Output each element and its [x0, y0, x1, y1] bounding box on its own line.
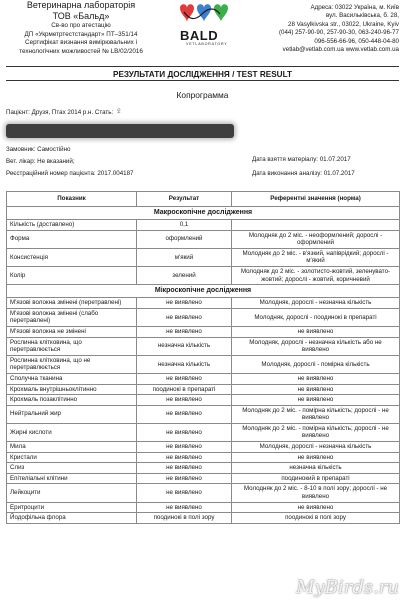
reference-cell: не виявлено — [232, 384, 400, 395]
indicator-cell: М'язові волокна не змінені — [7, 326, 137, 337]
result-cell: зелений — [137, 266, 232, 284]
indicator-cell: Мила — [7, 442, 137, 453]
table-row — [7, 326, 400, 337]
result-cell: не виявлено — [137, 502, 232, 513]
reference-cell: Молодняк, дорослі - незначна кількість — [232, 442, 400, 453]
contact-email: vetlab@vetlab.com.ua www.vetlab.com.ua — [282, 46, 399, 54]
lab-name: Ветеринарна лабораторія — [26, 0, 136, 10]
reference-cell: Молодняк до 2 міс. - помірна кількість; дорослі - не виявлено — [232, 405, 400, 423]
result-cell: не виявлено — [137, 373, 232, 384]
phone-line: 096-556-66-96, 050-448-04-80 — [314, 37, 399, 45]
reference-cell: не виявлено — [232, 373, 400, 384]
result-cell: не виявлено — [137, 326, 232, 337]
result-cell: не виявлено — [137, 484, 232, 502]
address-line: вул. Васильківська, б. 28, — [325, 12, 399, 20]
lab-cert-line: Св-во про атестацію — [51, 22, 111, 29]
section-row — [7, 285, 400, 298]
result-cell: незначна кількість — [137, 337, 232, 355]
indicator-cell: Крохмаль позаклітинно — [7, 395, 137, 406]
analysis-date: Дата виконання аналізу: 01.07.2017 — [252, 170, 355, 177]
indicator-cell: Слиз — [7, 463, 137, 474]
table-row — [7, 248, 400, 266]
result-cell: не виявлено — [137, 308, 232, 326]
redacted-block — [6, 124, 234, 138]
reference-cell: не виявлено — [232, 395, 400, 406]
indicator-cell: Рослинна клітковина, що не перетравлюється — [7, 355, 137, 373]
indicator-cell: М'язові волокна змінені (перетравлені) — [7, 298, 137, 309]
result-cell: не виявлено — [137, 405, 232, 423]
header-cell: Показник — [7, 192, 137, 207]
table-row — [7, 502, 400, 513]
reference-cell: незначна кількість — [232, 463, 400, 474]
table-row — [7, 308, 400, 326]
lab-info-right — [249, 4, 399, 54]
result-title: РЕЗУЛЬТАТИ ДОСЛІДЖЕННЯ / TEST RESULT — [113, 70, 292, 79]
result-cell: 0,1 — [137, 220, 232, 231]
table-row — [7, 337, 400, 355]
reference-cell: Молодняк до 2 міс. - помірна кількість; дорослі - не виявлено — [232, 423, 400, 441]
result-cell: не виявлено — [137, 298, 232, 309]
watermark: MyBirds.ru — [296, 577, 399, 598]
table-header-row — [7, 192, 400, 207]
indicator-cell: Форма — [7, 230, 137, 248]
patient-line — [6, 106, 122, 117]
registry-number: Реєстраційний номер пацієнта: 2017.004187 — [6, 170, 134, 177]
reference-cell: поодинокі в полі зору — [232, 513, 400, 524]
lab-cert-line: технологічних можливостей № LB/02/2016 — [19, 47, 143, 55]
sample-date: Дата взяття матеріалу: 01.07.2017 — [252, 156, 351, 163]
reference-cell: Молодняк до 2 міс. - 8-10 в полі зору; дорослі - не виявлено — [232, 484, 400, 502]
reference-cell: не виявлено — [232, 502, 400, 513]
table-row — [7, 442, 400, 453]
section-row — [7, 207, 400, 220]
reference-cell: Молодняк, дорослі - поодинокі в препараті — [232, 308, 400, 326]
table-row — [7, 423, 400, 441]
indicator-cell: Епітеліальні клітини — [7, 473, 137, 484]
section-title: Мікроскопічне дослідження — [7, 285, 400, 298]
reference-cell: не виявлено — [232, 452, 400, 463]
table-row — [7, 395, 400, 406]
table-row — [7, 298, 400, 309]
lab-cert-line: Сертифікат визнання вимірювальних і — [25, 39, 137, 47]
result-cell: не виявлено — [137, 395, 232, 406]
indicator-cell: Еритроцити — [7, 502, 137, 513]
result-cell: не виявлено — [137, 473, 232, 484]
vet-doctor: Вет. лікар: Не вказаний; — [6, 158, 75, 165]
sex-icon: ♀ — [114, 106, 123, 117]
customer: Замовник: Самостійно — [6, 146, 71, 153]
table-row — [7, 452, 400, 463]
bald-logo — [172, 0, 242, 48]
result-cell: не виявлено — [137, 442, 232, 453]
result-cell: поодинокі в полі зору — [137, 513, 232, 524]
table-row — [7, 405, 400, 423]
indicator-cell: Крохмаль внутрішньоклітинно — [7, 384, 137, 395]
reference-cell: Молодняк до 2 міс. - золотисто-жовтий, зеленувато-жовтий; дорослі - жовтий, коричневий — [232, 266, 400, 284]
lab-cert-line: ДП «Укрметртестстандарт» ПТ–351/14 — [24, 30, 138, 38]
indicator-cell: Лейкоцити — [7, 484, 137, 502]
table-row — [7, 484, 400, 502]
table-row — [7, 373, 400, 384]
indicator-cell: Сполучна тканина — [7, 373, 137, 384]
section-title: Макроскопічне дослідження — [7, 207, 400, 220]
table-row — [7, 384, 400, 395]
logo-hearts-icon — [172, 0, 242, 30]
patient-info: Пацієнт: Друзя, Птах 2014 р.н. Стать: — [6, 109, 114, 116]
indicator-cell: Нейтральний жир — [7, 405, 137, 423]
indicator-cell: Кристали — [7, 452, 137, 463]
table-row — [7, 266, 400, 284]
indicator-cell: Жирні кислоти — [7, 423, 137, 441]
reference-cell: Молодняк, дорослі - незначна кількість — [232, 298, 400, 309]
address-line: 28 Vasylkivska str., 03022, Ukraine, Kyiv — [288, 20, 399, 28]
header-cell: Референтні значення (норма) — [232, 192, 400, 207]
table-row — [7, 355, 400, 373]
indicator-cell: Колір — [7, 266, 137, 284]
lab-info-left — [6, 0, 156, 56]
phone-line: (044) 257-90-90, 257-90-30, 063-240-96-77 — [278, 29, 399, 37]
header-divider — [6, 66, 399, 67]
result-cell: незначна кількість — [137, 355, 232, 373]
indicator-cell: Кількість (доставлено) — [7, 220, 137, 231]
indicator-cell: Консистенція — [7, 248, 137, 266]
table-row — [7, 463, 400, 474]
logo-subtitle: VETLABORATORY — [186, 42, 228, 46]
reference-cell: Молодняк, дорослі - незначна кількість або не виявлено — [232, 337, 400, 355]
analysis-title: Копрограмма — [176, 90, 229, 100]
table-row — [7, 230, 400, 248]
address-line: Адреса: 03022 Україна, м. Київ — [310, 4, 399, 11]
reference-cell: не виявлено — [232, 326, 400, 337]
table-row — [7, 473, 400, 484]
result-cell: м'який — [137, 248, 232, 266]
indicator-cell: Рослинна клітковина, що перетравлюється — [7, 337, 137, 355]
reference-cell: Молодняк до 2 міс. - неоформлений; дорослі - оформлений — [232, 230, 400, 248]
result-cell: не виявлено — [137, 463, 232, 474]
reference-cell: поодинокий в препараті — [232, 473, 400, 484]
table-row — [7, 220, 400, 231]
table-row — [7, 513, 400, 524]
lab-company: ТОВ «Бальд» — [52, 11, 110, 21]
reference-cell: Молодняк до 2 міс. - в'язкий, напіврідкий; дорослі - м'який — [232, 248, 400, 266]
indicator-cell: М'язові волокна змінені (слабо перетравлені) — [7, 308, 137, 326]
header-cell: Результат — [137, 192, 232, 207]
indicator-cell: Йодофільна флора — [7, 513, 137, 524]
result-cell: не виявлено — [137, 423, 232, 441]
logo-brand: BALD — [180, 28, 219, 43]
title-divider — [6, 80, 399, 81]
reference-cell: Молодняк, дорослі - помірна кількість — [232, 355, 400, 373]
reference-cell — [232, 220, 400, 231]
result-cell: поодинокі в препараті — [137, 384, 232, 395]
results-table — [6, 191, 400, 524]
result-cell: не виявлено — [137, 452, 232, 463]
result-cell: оформлений — [137, 230, 232, 248]
